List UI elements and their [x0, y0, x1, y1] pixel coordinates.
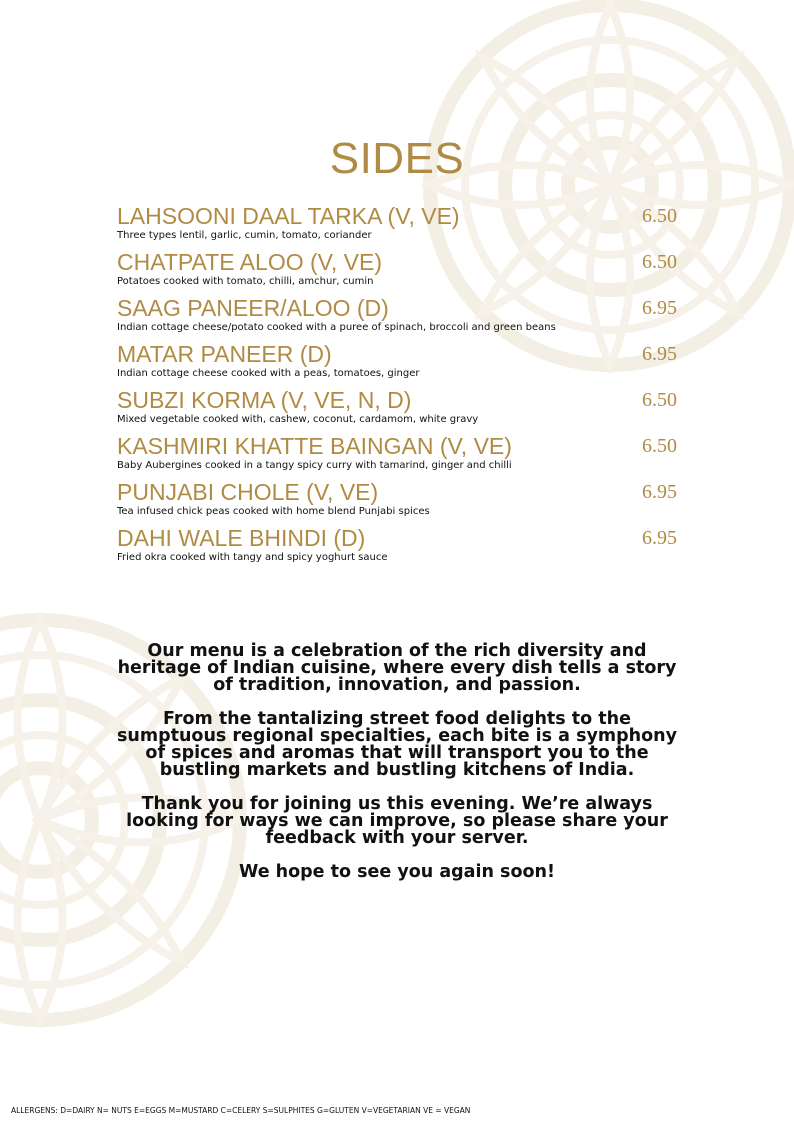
item-name: DAHI WALE BHINDI (D)	[117, 525, 366, 551]
menu-item	[117, 433, 677, 479]
item-name: KASHMIRI KHATTE BAINGAN (V, VE)	[117, 433, 512, 459]
item-name: MATAR PANEER (D)	[117, 341, 332, 367]
allergens-footer: ALLERGENS: D=DAIRY N= NUTS E=EGGS M=MUSTARD C=CELERY S=SULPHITES G=GLUTEN V=VEGETARIAN VE = VEGAN	[11, 1106, 471, 1115]
item-price: 6.50	[642, 251, 677, 273]
menu-item	[117, 203, 677, 249]
item-description: Indian cottage cheese cooked with a peas, tomatoes, ginger	[117, 368, 420, 379]
item-name: LAHSOONI DAAL TARKA (V, VE)	[117, 203, 460, 229]
item-price: 6.50	[642, 205, 677, 227]
item-price: 6.95	[642, 527, 677, 549]
menu-item	[117, 479, 677, 525]
item-description: Three types lentil, garlic, cumin, tomato, coriander	[117, 230, 372, 241]
menu-item	[117, 387, 677, 433]
menu-item	[117, 341, 677, 387]
closing-message	[112, 643, 682, 898]
menu-item	[117, 295, 677, 341]
menu-item	[117, 249, 677, 295]
item-name: SAAG PANEER/ALOO (D)	[117, 295, 389, 321]
item-price: 6.50	[642, 389, 677, 411]
message-paragraph: From the tantalizing street food delights to the sumptuous regional specialties, each bite is a symphony of spices and aromas that will transport you to the bustling markets and bustling kitchens of India.	[116, 709, 678, 780]
item-description: Baby Aubergines cooked in a tangy spicy curry with tamarind, ginger and chilli	[117, 460, 512, 471]
item-description: Fried okra cooked with tangy and spicy yoghurt sauce	[117, 552, 388, 563]
item-name: CHATPATE ALOO (V, VE)	[117, 249, 382, 275]
item-name: SUBZI KORMA (V, VE, N, D)	[117, 387, 412, 413]
item-price: 6.95	[642, 343, 677, 365]
page-title: SIDES	[329, 134, 465, 183]
item-name: PUNJABI CHOLE (V, VE)	[117, 479, 379, 505]
menu-item	[117, 525, 677, 571]
message-paragraph: We hope to see you again soon!	[239, 862, 555, 882]
menu-list	[117, 203, 677, 571]
item-price: 6.95	[642, 481, 677, 503]
message-paragraph: Our menu is a celebration of the rich diversity and heritage of Indian cuisine, where every dish tells a story of tradition, innovation, and passion.	[117, 641, 677, 695]
item-description: Potatoes cooked with tomato, chilli, amchur, cumin	[117, 276, 374, 287]
item-description: Indian cottage cheese/potato cooked with a puree of spinach, broccoli and green beans	[117, 322, 556, 333]
item-description: Mixed vegetable cooked with, cashew, coconut, cardamom, white gravy	[117, 414, 479, 425]
item-price: 6.95	[642, 297, 677, 319]
item-description: Tea infused chick peas cooked with home blend Punjabi spices	[117, 506, 430, 517]
item-price: 6.50	[642, 435, 677, 457]
message-paragraph: Thank you for joining us this evening. We’re always looking for ways we can improve, so please share your feedback with your server.	[126, 794, 668, 848]
